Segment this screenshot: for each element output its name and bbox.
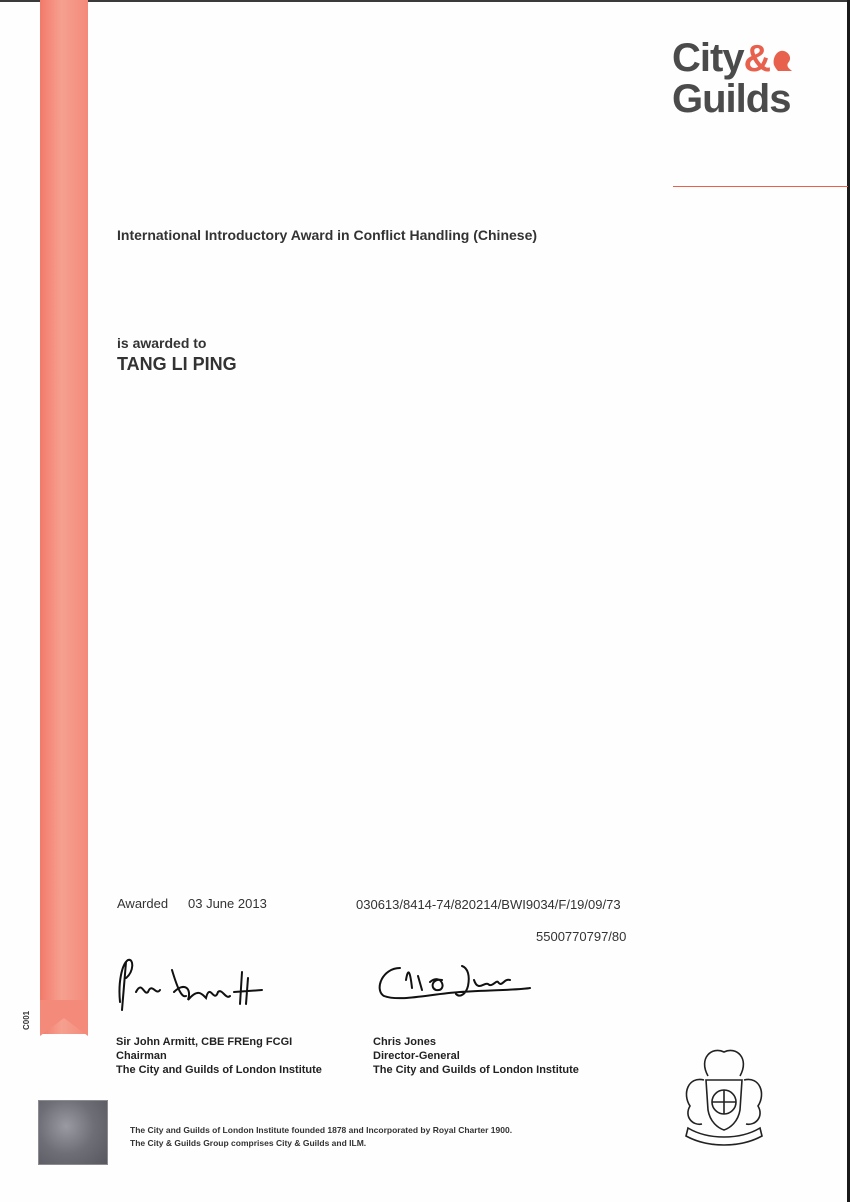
signatory-name: Chris Jones (373, 1036, 436, 1048)
signatory-org: The City and Guilds of London Institute (373, 1064, 579, 1076)
reference-number: 030613/8414-74/820214/BWI9034/F/19/09/73 (356, 897, 621, 912)
awarded-date: 03 June 2013 (188, 896, 267, 911)
footer-text (130, 1124, 512, 1150)
lion-icon (770, 45, 794, 73)
footer-line-2: The City & Guilds Group comprises City & Guilds and ILM. (130, 1138, 367, 1148)
red-ribbon (40, 0, 88, 1034)
coat-of-arms-crest (668, 1036, 780, 1148)
side-code: C001 (22, 1010, 31, 1030)
signatory-title: Director-General (373, 1050, 460, 1062)
city-guilds-logo (672, 38, 794, 119)
awarded-label: Awarded (117, 896, 169, 911)
signatory-director (373, 1035, 579, 1077)
signature-chairman (112, 952, 272, 1014)
signatory-org: The City and Guilds of London Institute (116, 1064, 322, 1076)
logo-underline (673, 186, 848, 187)
qualification-title: International Introductory Award in Conflict Handling (Chinese) (117, 227, 538, 243)
recipient-name: TANG LI PING (117, 354, 237, 374)
scan-edge-top (0, 0, 850, 2)
logo-guilds: Guilds (672, 77, 791, 121)
certificate-number: 5500770797/80 (536, 929, 627, 944)
logo-ampersand: & (743, 38, 771, 80)
footer-line-1: The City and Guilds of London Institute founded 1878 and Incorporated by Royal Charter 1900. (130, 1125, 513, 1135)
awarded-to-label: is awarded to (117, 335, 207, 351)
signatory-chairman (116, 1035, 322, 1077)
signatory-name: Sir John Armitt, CBE FREng FCGI (116, 1036, 293, 1048)
hologram-seal (38, 1100, 108, 1165)
signature-director (370, 958, 540, 1008)
logo-city: City (672, 36, 744, 80)
ribbon-notch (40, 1000, 88, 1036)
signatory-title: Chairman (116, 1050, 167, 1062)
